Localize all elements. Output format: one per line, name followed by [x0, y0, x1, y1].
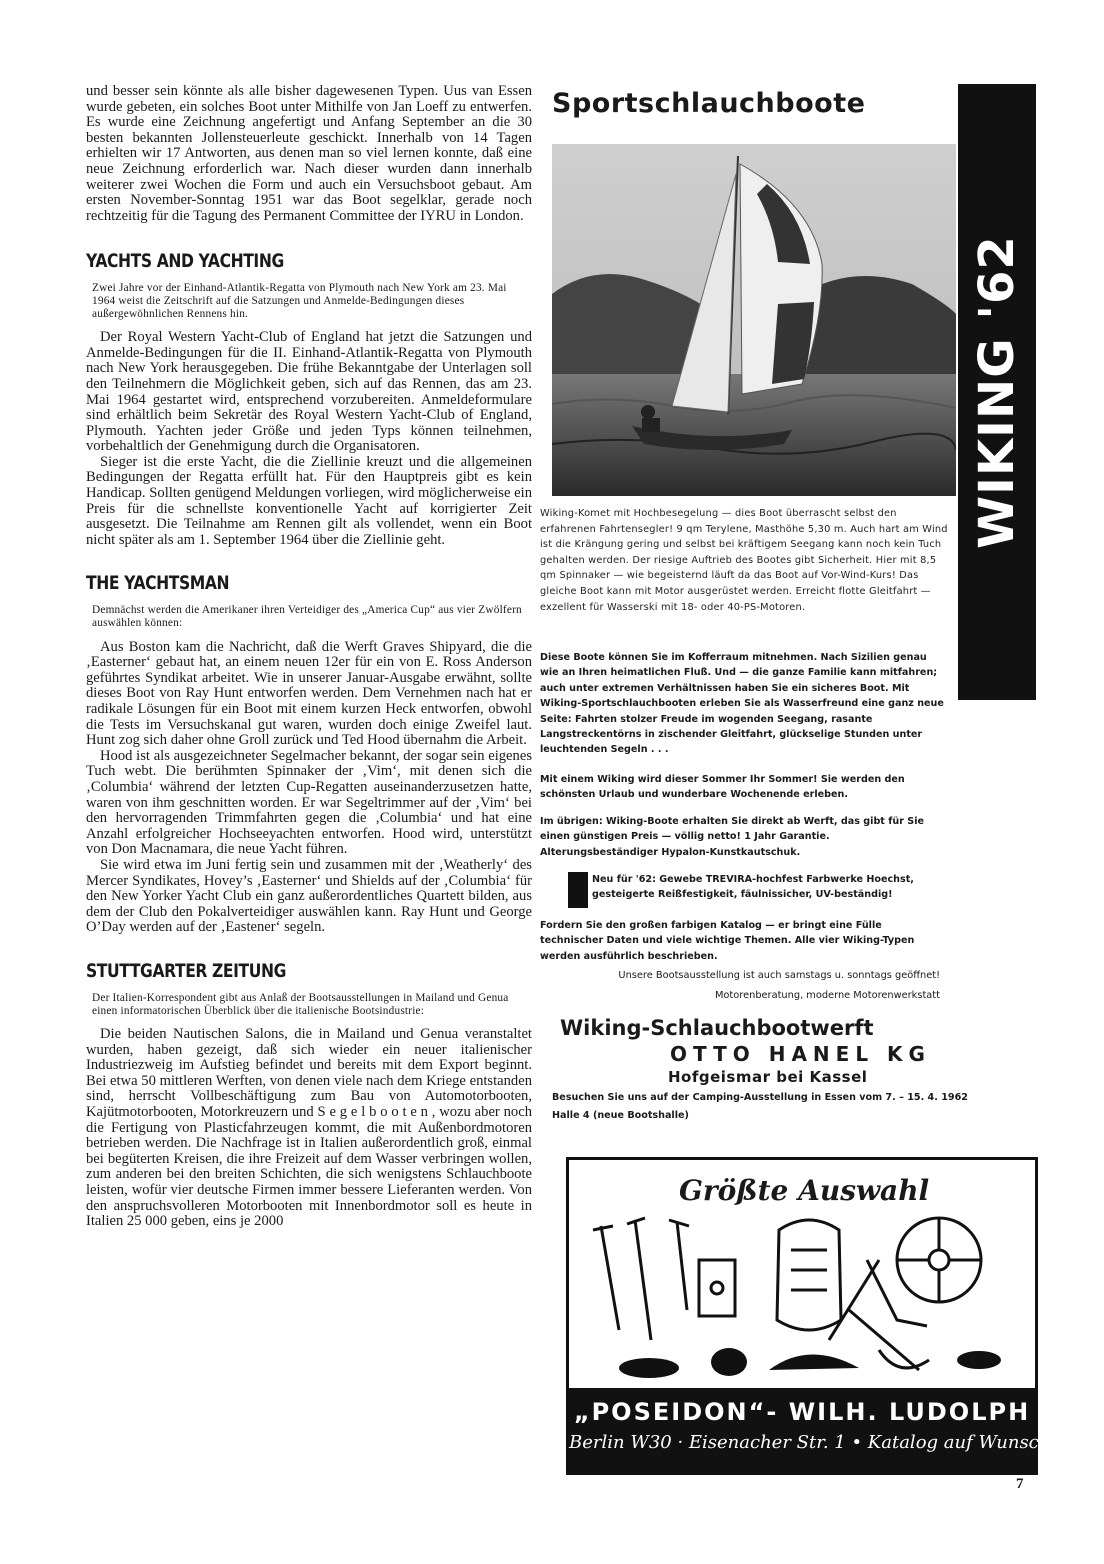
paragraph: und besser sein könnte als alle bisher dagewesenen Typen. Uus van Essen wurde gebeten, ein solches Boot unter Mithilfe von Jan Loeff zu entwerfen. Es wurde eine Zeichnung angefertigt und Anfang September an die 30 besten bekannten Jollensteuerleute geschickt. Innerhalb von 14 Tagen erhielten wir 17 Antworten, aus denen man so viel lernen konnte, daß eine neue Zeichnung erforderlich war. Nach dieser wurden dann innerhalb weiterer zwei Wochen die Form und auch ein Versuchsboot gebaut. Am ersten November-Sonntag 1951 war das Boot segelklar, gerade noch rechtzeitig für die Tagung des Permanent Committee der IYRU in London.	[86, 83, 532, 224]
ad-company-kg: OTTO HANEL KG	[670, 1042, 931, 1066]
section-intro: Zwei Jahre vor der Einhand-Atlantik-Regatta von Plymouth nach New York am 23. Mai 1964 weist die Zeitschrift auf die Satzungen und Anmelde-Bedingungen dieses außergewöhnlichen Rennens hin.	[92, 282, 507, 320]
ad-text-block: Mit einem Wiking wird dieser Sommer Ihr Sommer! Sie werden den schönsten Urlaub und wunderbare Wochenende erleben.	[540, 774, 905, 801]
page-number: 7	[1016, 1476, 1024, 1492]
paragraph: Der Royal Western Yacht-Club of England hat jetzt die Satzungen und Anmelde-Bedingungen für die II. Einhand-Atlantik-Regatta von Plymouth nach New York herausgegeben. Die frühe Bekanntgabe der Unterlagen soll den Teilnehmern die Möglichkeit geben, sich auf das Rennen, das am 23. Mai 1964 gestartet wird, entsprechend vorzubereiten. Anmeldeformulare sind erhältlich beim Sekretär des Royal Western Yacht-Club of England, Plymouth. Yachten jeder Größe und jeden Typs können teilnehmen, vorbehaltlich der Genehmigung durch die Organisatoren.	[86, 329, 532, 455]
ad-side-bar-text: WIKING '62	[969, 235, 1025, 549]
paragraph: Sie wird etwa im Juni fertig sein und zusammen mit der ‚Weatherly‘ des Mercer Syndikates, Hovey’s ‚Easterner‘ und Shields auf der ‚Columbia‘ für den New Yorker Yacht Club ein ganz außerordentliches Quartett bilden, aus dem der Club den Pokalverteidiger auswählen kann. Ray Hunt und George O’Day werden auf der ‚Eastener‘ segeln.	[86, 856, 532, 936]
section-heading: THE YACHTSMAN	[86, 572, 230, 595]
ad-note: Unsere Bootsausstellung ist auch samstags u. sonntags geöffnet!	[618, 970, 940, 981]
black-square-marker	[568, 872, 588, 908]
ad-text-block: Neu für '62: Gewebe TREVIRA-hochfest Farbwerke Hoechst, gesteigerte Reißfestigkeit, fäulnissicher, UV-beständig!	[592, 874, 914, 901]
boat-hardware-illustration	[579, 1200, 1025, 1386]
poseidon-band	[569, 1388, 1051, 1472]
paragraph: Aus Boston kam die Nachricht, daß die Werft Graves Shipyard, die die ‚Easterner‘ gebaut hat, an einem neuen 12er für ein von E. Ross Anderson geführtes Syndikat arbeitet. Wie in unserer Januar-Ausgabe erwähnt, sollte dieses Boot von Ray Hunt entworfen werden. Dem Vernehmen nach hat er radikale Lösungen für ein Boot mit einem kurzen Heck entworfen, obwohl die Tests im Versuchskanal gut waren, wurden doch einige Zweifel laut. Hunt zog sich daher ohne Groll zurück und Ted Hood übernahm die Arbeit.	[86, 638, 532, 749]
ad-text-block: Im übrigen: Wiking-Boote erhalten Sie direkt ab Werft, das gibt für Sie einen günstigen Preis — völlig netto! 1 Jahr Garantie. Alterungsbeständiger Hypalon-Kunstkautschuk.	[540, 816, 925, 858]
ad-caption: Wiking-Komet mit Hochbesegelung — dies Boot überrascht selbst den erfahrenen Fahrtensegler! 9 qm Terylene, Masthöhe 5,30 m. Auch hart am Wind ist die Krängung gering und selbst bei kräftigem Seegang kann noch kein Tuch gehalten werden. Der riesige Auftrieb des Bootes gibt Sicherheit. Hier mit 8,5 qm Spinnaker — wie begeisternd läuft da das Boot auf Vor-Wind-Kurs! Das gleiche Boot kann mit Motor ausgerüstet werden. Erreicht flotte Gleitfahrt — exzellent für Wasserski mit 18- oder 40-PS-Motoren.	[540, 508, 948, 613]
ad-title: Sportschlauchboote	[552, 88, 866, 119]
ad-visit-hall: Halle 4 (neue Bootshalle)	[552, 1110, 689, 1121]
poseidon-address: Berlin W30 · Eisenacher Str. 1 • Katalog auf Wunsch	[569, 1432, 1051, 1453]
poseidon-headline: Größte Auswahl	[679, 1174, 930, 1207]
ad-company-name: Wiking-Schlauchbootwerft	[560, 1016, 874, 1040]
ad-company-city: Hofgeismar bei Kassel	[668, 1068, 868, 1086]
wiking-advertisement	[540, 84, 1036, 1086]
paragraph: Sieger ist die erste Yacht, die die Ziellinie kreuzt und die allgemeinen Bedingungen der Regatta erfüllt hat. Für den Hauptpreis gibt es kein Handicap. Sollten genügend Meldungen vorliegen, wird möglicherweise ein Preis für die schnellste konventionelle Yacht auf korrigierter Zeit ausgesetzt. Die Teilnahme am Rennen gilt als vollendet, wenn ein Boot nicht später als am 1. September 1964 über die Ziellinie geht.	[86, 453, 532, 548]
section-heading: YACHTS AND YACHTING	[86, 250, 284, 273]
article-column	[86, 84, 532, 1230]
ad-side-bar	[958, 84, 1036, 700]
ad-text-block: Diese Boote können Sie im Kofferraum mitnehmen. Nach Sizilien genau wie an Ihren heimatlichen Fluß. Und — die ganze Familie kann mitfahren; auch unter extremen Verhältnissen haben Sie ein sicheres Boot. Mit Wiking-Sportschlauchbooten erleben Sie als Wasserfreund eine ganz neue Seite: Fahrten stolzer Freude im wogenden Seegang, rasante Langstreckentörns in zischender Gleitfahrt, glückselige Stunden unter leuchtenden Segeln . . .	[540, 652, 944, 756]
section-intro: Der Italien-Korrespondent gibt aus Anlaß der Bootsausstellungen in Mailand und Genua einen informatorischen Überblick über die italienische Bootsindustrie:	[92, 991, 509, 1017]
section-heading: STUTTGARTER ZEITUNG	[86, 959, 287, 982]
poseidon-name: „POSEIDON“- WILH. LUDOLPH	[573, 1398, 1031, 1426]
ad-visit-note: Besuchen Sie uns auf der Camping-Ausstellung in Essen vom 7. – 15. 4. 1962	[552, 1092, 968, 1103]
section-intro: Demnächst werden die Amerikaner ihren Verteidiger des „America Cup“ aus vier Zwölfern auswählen können:	[92, 604, 522, 630]
poseidon-advertisement	[566, 1157, 1051, 1475]
sailboat-photo	[552, 144, 956, 496]
paragraph: Hood ist als ausgezeichneter Segelmacher bekannt, der sogar sein eigenes Tuch webt. Die berühmten Spinnaker der ‚Vim‘, mit denen sich die ‚Columbia‘ während der letzten Cup-Regatten auseinanderzusetzen hatte, waren von ihm geschnitten worden. Er war Segeltrimmer auf der ‚Vim‘ bei den hervorragenden Trimmfahrten gegen die ‚Columbia‘ und hat eine Anzahl erfolgreicher Hochseeyachten entworfen. Hood wird, unterstützt von Don Macnamara, die neue Yacht führen.	[86, 747, 532, 858]
ad-note: Motorenberatung, moderne Motorenwerkstatt	[714, 990, 940, 1001]
ad-text-block: Fordern Sie den großen farbigen Katalog — er bringt eine Fülle technischer Daten und viele wichtige Themen. Alle vier Wiking-Typen werden ausführlich beschrieben.	[540, 920, 915, 962]
paragraph: Die beiden Nautischen Salons, die in Mailand und Genua veranstaltet wurden, haben gezeigt, daß sich wieder ein neuer italienischer Industriezweig im Aufstieg befindet und bereits mit dem Export beginnt. Bei etwa 50 mittleren Werften, von denen viele nach dem Kriege entstanden sind, herrscht Vollbeschäftigung zum Bau von Automotorbooten, Kajütmotorbooten, Motorkreuzern und S e g e l b o o t e n , wozu aber noch die Fertigung von Plasticfahrzeugen kommt, die mit Außenbordmotoren betrieben werden. Die Nachfrage ist in Italien außerordentlich groß, einmal bei begüterten Kreisen, die ihre Freizeit auf dem Wasser verbringen wollen, zum anderen bei den breiten Schichten, die sich wenigstens Schlauchboote leisten, wofür vier deutsche Firmen immer bessere Lieferanten werden. Von den anspruchsvolleren Motorbooten mit Innenbordmotor soll es heute in Italien 25 000 geben, eins je 2000	[86, 1026, 532, 1230]
